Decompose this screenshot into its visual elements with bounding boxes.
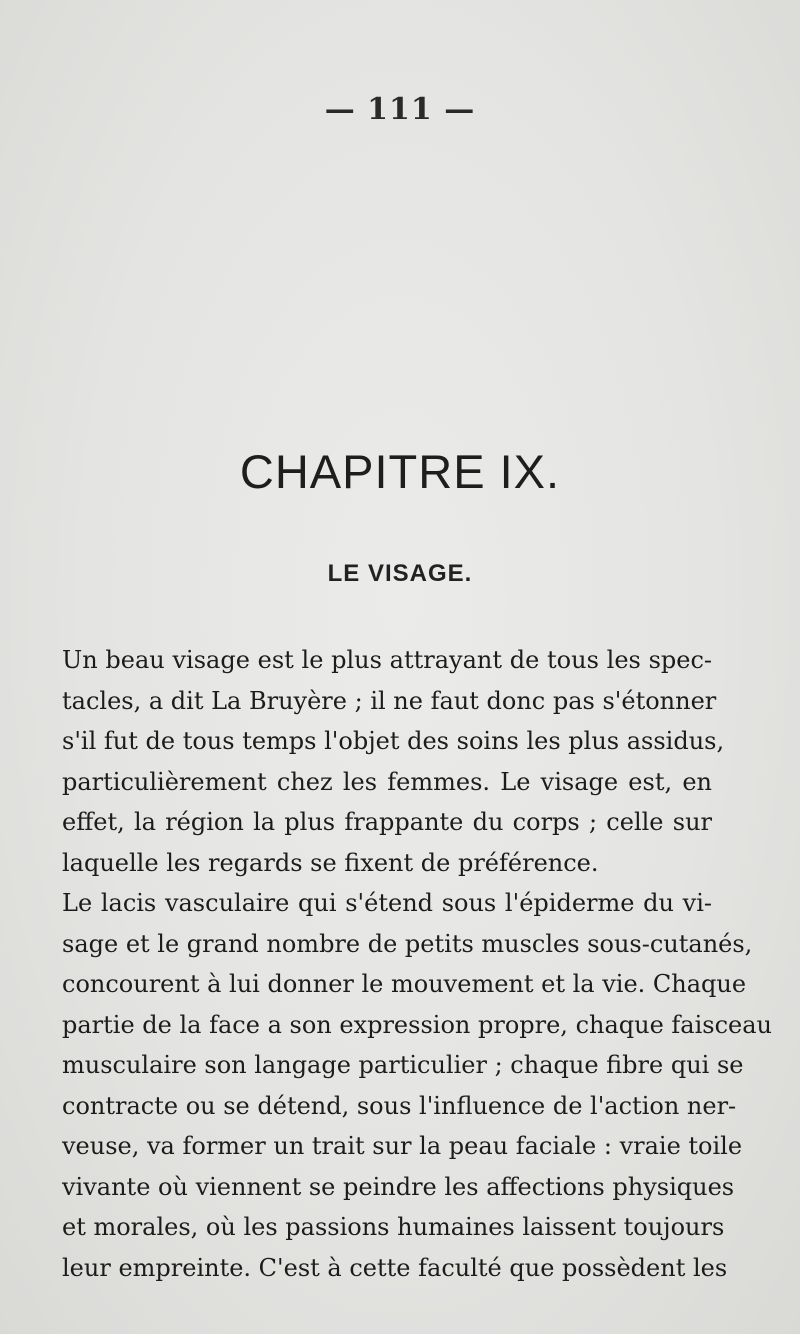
page-number: — 111 — [324,92,476,127]
paragraph-2 [62,883,773,1288]
text-line: concourent à lui donner le mouvement et la vie. Chaque [62,970,747,998]
text-line: laquelle les regards se fixent de préférence. [62,848,599,877]
text-line: partie de la face a son expression propre, chaque faisceau [62,1010,773,1039]
paragraph-1 [62,640,725,883]
text-line: particulièrement chez les femmes. Le visage est, en [62,767,712,796]
text-line: et morales, où les passions humaines laissent toujours [62,1213,725,1241]
text-line: contracte ou se détend, sous l'influence de l'action ner- [62,1091,737,1120]
text-line: vivante où viennent se peindre les affections physiques [62,1172,735,1201]
text-line: Le lacis vasculaire qui s'étend sous l'épiderme du vi- [62,889,712,917]
body-text [62,640,773,1288]
text-line: Un beau visage est le plus attrayant de tous les spec- [62,646,712,674]
text-line: sage et le grand nombre de petits muscles sous-cutanés, [62,929,753,958]
text-line: s'il fut de tous temps l'objet des soins les plus assidus, [62,727,725,755]
text-line: leur empreinte. C'est à cette faculté que possèdent les [62,1253,728,1282]
text-line: tacles, a dit La Bruyère ; il ne faut donc pas s'étonner [62,686,717,715]
text-line: effet, la région la plus frappante du corps ; celle sur [62,808,712,836]
text-line: musculaire son langage particulier ; chaque fibre qui se [62,1051,744,1079]
section-title: LE VISAGE. [327,560,473,587]
text-line: veuse, va former un trait sur la peau faciale : vraie toile [62,1132,743,1160]
chapter-title: CHAPITRE IX. [239,445,561,498]
